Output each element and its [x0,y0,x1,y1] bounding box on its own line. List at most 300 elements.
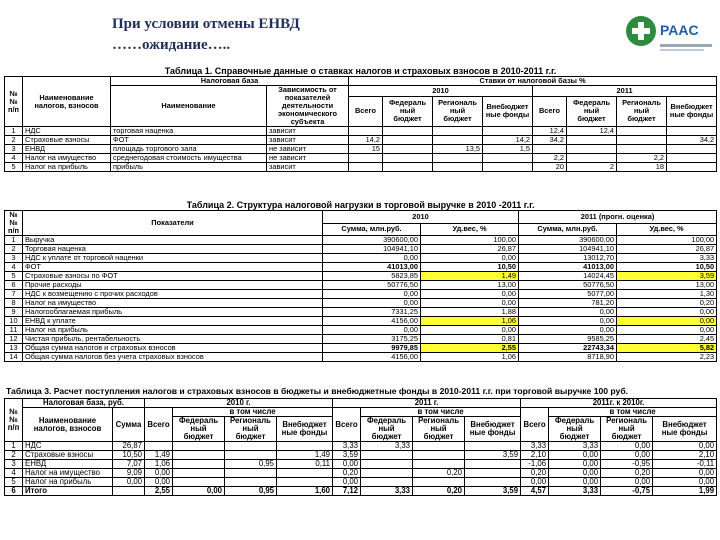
t2-cell: Торговая наценка [23,245,323,254]
t1-header-total-2010: Всего [349,96,383,126]
t3-cell: 3,33 [549,487,601,496]
t1-cell [667,163,717,172]
t2-cell: 1,06 [421,353,519,362]
t1-cell: ЕНВД [23,145,111,154]
t3-cell: 2,10 [521,451,549,460]
t1-cell [383,127,433,136]
t2-cell: НДС к возмещению с прочих расходов [23,290,323,299]
t3-cell: 1 [5,442,23,451]
t3-cell [361,460,413,469]
t2-row [5,236,717,245]
t2-cell: 0,00 [519,308,617,317]
t1-cell [483,127,533,136]
t3-cell: 0,20 [413,487,465,496]
t2-cell: 10,50 [617,263,717,272]
t2-header-sum-2011: Сумма, млн.руб. [519,223,617,236]
t2-cell: 41013,00 [323,263,421,272]
t1-header-reg-2010: Региональ ный бюджет [433,96,483,126]
t3-cell [225,469,277,478]
t2-cell: 11 [5,326,23,335]
t1-cell: 3 [5,145,23,154]
t3-header-reg-2010: Региональ ный бюджет [225,417,277,442]
t3-cell: Страховые взносы [23,451,113,460]
t3-cell: 3,33 [361,487,413,496]
t1-cell [667,154,717,163]
t3-cell: 0,00 [549,460,601,469]
t1-cell: 20 [533,163,567,172]
t2-cell: Общая сумма налогов и страховых взносов [23,344,323,353]
t2-header-2011: 2011 (прогн. оценка) [519,211,717,224]
t2-cell: 1,49 [421,272,519,281]
t2-cell: 5823,85 [323,272,421,281]
t2-row [5,317,717,326]
t3-header-total-2010: Всего [145,408,173,442]
t2-cell: 8718,90 [519,353,617,362]
t2-cell: 6 [5,281,23,290]
t3-cell: -1,06 [521,460,549,469]
t1-header-fed-2010: Федераль ный бюджет [383,96,433,126]
t3-row [5,442,717,451]
t1-cell: зависит [267,163,349,172]
t2-cell: ФОТ [23,263,323,272]
t2-cell: Выручка [23,236,323,245]
t3-cell: Налог на имущество [23,469,113,478]
t3-cell: 0,00 [549,469,601,478]
t3-cell: 0,00 [113,478,145,487]
t3-cell [413,460,465,469]
t3-cell [277,442,333,451]
t1-header-fed-2011: Федераль ный бюджет [567,96,617,126]
t2-cell: 0,00 [323,326,421,335]
t2-cell: 0,00 [617,308,717,317]
t1-cell: 1 [5,127,23,136]
t3-cell: 1,49 [145,451,173,460]
t1-header-ext-2010: Внебюджет ные фонды [483,96,533,126]
t2-cell: 13012,70 [519,254,617,263]
t1-header-ext-2011: Внебюджет ные фонды [667,96,717,126]
t3-cell: 0,00 [653,442,717,451]
t2-cell: 0,81 [421,335,519,344]
t2-cell: 390600,00 [519,236,617,245]
t1-cell [383,163,433,172]
t2-cell: Страховые взносы по ФОТ [23,272,323,281]
t2-cell: 0,00 [421,290,519,299]
t2-cell: 0,00 [323,299,421,308]
t1-cell: торговая наценка [111,127,267,136]
t3-row [5,460,717,469]
t2-cell: 26,87 [617,245,717,254]
t2-cell: 100,00 [617,236,717,245]
t2-cell: 13,00 [617,281,717,290]
t2-cell: 10,50 [421,263,519,272]
t3-header-2011: 2011 г. [333,399,521,408]
t3-cell: 0,00 [145,478,173,487]
t2-cell: 1,88 [421,308,519,317]
t2-cell: 2 [5,245,23,254]
t2-row [5,245,717,254]
t3-cell [173,460,225,469]
t3-cell: -0,11 [653,460,717,469]
t2-cell: 4156,00 [323,317,421,326]
t2-cell: 12 [5,335,23,344]
t2-cell: 0,00 [421,299,519,308]
t1-cell [349,154,383,163]
t3-cell: 0,95 [225,460,277,469]
t3-cell: 1,99 [653,487,717,496]
t3-cell [225,478,277,487]
t3-cell: 3,59 [333,451,361,460]
t2-header-ind: Показатели [23,211,323,236]
t3-cell: 1,60 [277,487,333,496]
t2-cell: 8 [5,299,23,308]
t2-cell: 9979,85 [323,344,421,353]
t2-cell: Общая сумма налогов без учета страховых взносов [23,353,323,362]
t2-cell: 5077,00 [519,290,617,299]
t1-cell: 14,2 [349,136,383,145]
t1-cell [433,127,483,136]
t1-cell [667,145,717,154]
t1-cell [533,145,567,154]
table-3 [4,398,717,496]
t2-cell: 41013,00 [519,263,617,272]
t2-cell: 104941,10 [323,245,421,254]
t1-cell: 18 [617,163,667,172]
t3-cell: 4 [5,469,23,478]
t2-cell: 0,00 [617,326,717,335]
t3-cell [413,442,465,451]
table-1-caption: Таблица 1. Справочные данные о ставках налогов и страховых взносов в 2010-2011 г.г. [164,66,557,76]
t1-cell [483,154,533,163]
t3-cell: 5 [5,478,23,487]
t3-cell: 0,00 [549,451,601,460]
t1-cell: 2 [5,136,23,145]
t1-cell: не зависит [267,154,349,163]
t2-cell: 2,45 [617,335,717,344]
t3-cell [465,469,521,478]
t3-cell: 1,49 [277,451,333,460]
t3-cell: 0,00 [145,469,173,478]
t3-cell: 0,00 [653,478,717,487]
t3-header-diff: 2011г. к 2010г. [521,399,717,408]
t1-cell: 12,4 [567,127,617,136]
t3-cell [361,451,413,460]
t2-cell: 0,00 [323,254,421,263]
t3-header-total-diff: Всего [521,408,549,442]
t1-header-reg-2011: Региональ ный бюджет [617,96,667,126]
t3-cell: Налог на прибыль [23,478,113,487]
t2-cell: 104941,10 [519,245,617,254]
t3-cell [173,469,225,478]
t2-cell: 9585,25 [519,335,617,344]
t3-row [5,451,717,460]
t2-cell: 2,55 [421,344,519,353]
t1-cell: 14,2 [483,136,533,145]
t1-cell: 2 [567,163,617,172]
logo-text: PAAC [660,22,699,38]
t3-cell: 7,07 [113,460,145,469]
t3-cell: 9,09 [113,469,145,478]
t3-cell: 0,11 [277,460,333,469]
t3-cell: ЕНВД [23,460,113,469]
table-2 [4,200,717,362]
t1-cell: 1,5 [483,145,533,154]
t3-cell: 3,33 [361,442,413,451]
t2-cell: 13 [5,344,23,353]
t3-cell [413,451,465,460]
t3-cell: 0,00 [333,460,361,469]
t2-row [5,290,717,299]
t3-header-total-2011: Всего [333,408,361,442]
t3-cell: 10,50 [113,451,145,460]
t1-cell: 13,5 [433,145,483,154]
t3-cell: 3,33 [549,442,601,451]
t3-cell: 26,87 [113,442,145,451]
t1-cell [667,127,717,136]
t3-cell [465,478,521,487]
t1-cell [617,136,667,145]
t2-cell: 1,30 [617,290,717,299]
t3-cell: -0,95 [601,460,653,469]
t1-header-2011: 2011 [533,86,717,97]
t3-cell [465,460,521,469]
t3-header-ext-2010: Внебюджет ные фонды [277,417,333,442]
t2-cell: 0,00 [617,317,717,326]
t1-cell: среднегодовая стоимость имущества [111,154,267,163]
t2-cell: Прочие расходы [23,281,323,290]
t3-header-sum: Сумма [113,408,145,442]
t3-cell [225,442,277,451]
t1-header-total-2011: Всего [533,96,567,126]
t2-cell: 100,00 [421,236,519,245]
t1-cell [349,127,383,136]
t3-header-reg-2011: Региональ ный бюджет [413,417,465,442]
t2-cell: Налогооблагаемая прибыль [23,308,323,317]
t2-header-share-2010: Уд.вес, % [421,223,519,236]
t3-cell: 1,06 [145,460,173,469]
t1-cell: Страховые взносы [23,136,111,145]
t2-cell: 5,82 [617,344,717,353]
t2-cell: 7 [5,290,23,299]
t2-row [5,353,717,362]
t2-cell: 781,20 [519,299,617,308]
t1-cell [433,163,483,172]
t1-cell: ФОТ [111,136,267,145]
t3-cell [277,478,333,487]
t2-cell: 10 [5,317,23,326]
t2-cell: 1 [5,236,23,245]
t1-cell: 12,4 [533,127,567,136]
logo [626,14,714,64]
t2-cell: 0,00 [421,254,519,263]
t2-row [5,335,717,344]
t2-cell: Налог на имущество [23,299,323,308]
t1-header-bname: Наименование [111,86,267,127]
t2-header-sum-2010: Сумма, млн.руб. [323,223,421,236]
t2-cell: НДС к уплате от торговой наценки [23,254,323,263]
t3-cell [225,451,277,460]
t3-cell [413,478,465,487]
t3-cell: 4,57 [521,487,549,496]
t2-row [5,299,717,308]
t2-cell: 7331,25 [323,308,421,317]
t3-header-ext-2011: Внебюджет ные фонды [465,417,521,442]
t3-cell: 0,00 [173,487,225,496]
t1-cell: Налог на прибыль [23,163,111,172]
t3-header-incl-2011: в том числе [361,408,521,417]
t3-header-ext-diff: Внебюджет ные фонды [653,417,717,442]
t3-cell: 3,59 [465,487,521,496]
t3-cell: 0,00 [601,442,653,451]
t3-cell: 0,00 [601,478,653,487]
title-line-1: При условии отмены ЕНВД [112,16,300,32]
t1-cell: не зависит [267,145,349,154]
t3-cell: 3 [5,460,23,469]
t2-row [5,263,717,272]
t3-header-incl-2010: в том числе [173,408,333,417]
t1-cell: прибыль [111,163,267,172]
t1-header-num: №№ п/п [5,77,23,127]
t1-row [5,145,717,154]
t3-row [5,478,717,487]
t3-cell [465,442,521,451]
t3-cell: 0,20 [413,469,465,478]
t3-cell [173,478,225,487]
t1-cell [567,136,617,145]
t2-cell: 14024,45 [519,272,617,281]
t1-cell [617,127,667,136]
t2-cell: 0,00 [421,326,519,335]
t2-cell: 390600,00 [323,236,421,245]
t3-cell: 2 [5,451,23,460]
t3-cell [173,442,225,451]
t2-cell: 26,87 [421,245,519,254]
t3-cell: 3,33 [333,442,361,451]
t2-cell: 3175,25 [323,335,421,344]
t1-row [5,163,717,172]
t1-header-rates: Ставки от налоговой базы % [349,77,717,86]
t3-header-incl-diff: в том числе [549,408,717,417]
t2-cell: 4156,00 [323,353,421,362]
t1-cell [567,145,617,154]
t1-header-dep: Зависимость от показателей деятельности экономического субъекта [267,86,349,127]
t1-cell: 34,2 [667,136,717,145]
t1-cell [567,154,617,163]
t3-header-fed-2011: Федераль ный бюджет [361,417,413,442]
t3-cell: 0,20 [521,469,549,478]
t3-cell: 0,00 [521,478,549,487]
t1-cell: 2,2 [617,154,667,163]
t3-header-reg-diff: Региональ ный бюджет [601,417,653,442]
t2-header-share-2011: Уд.вес, % [617,223,717,236]
t3-cell: 3,59 [465,451,521,460]
t3-cell [277,469,333,478]
t2-cell: 3 [5,254,23,263]
t1-header-base: Налоговая база [111,77,349,86]
t1-cell: 2,2 [533,154,567,163]
t1-cell [383,145,433,154]
t1-cell [349,163,383,172]
t3-cell [173,451,225,460]
t2-cell: 50776,50 [519,281,617,290]
t3-row [5,487,717,496]
t1-cell: 15 [349,145,383,154]
t1-row [5,136,717,145]
t3-cell: 2,10 [653,451,717,460]
t1-header-name: Наименование налогов, взносов [23,77,111,127]
t3-cell: -0,75 [601,487,653,496]
t2-row [5,326,717,335]
table-2-caption: Таблица 2. Структура налоговой нагрузки в торговой выручке в 2010 -2011 г.г. [186,200,535,210]
t2-row [5,308,717,317]
t1-cell: 34,2 [533,136,567,145]
t2-cell: 2,23 [617,353,717,362]
t3-cell: 0,95 [225,487,277,496]
t1-cell: 5 [5,163,23,172]
t2-cell: 50776,50 [323,281,421,290]
t3-header-base: Налоговая база, руб. [23,399,145,408]
t1-row [5,154,717,163]
t3-cell [145,442,173,451]
title-line-2: ……ожидание….. [112,37,231,53]
t1-cell: площадь торгового зала [111,145,267,154]
t2-cell: 0,20 [617,299,717,308]
t1-cell [433,136,483,145]
t1-row [5,127,717,136]
t3-cell: 0,00 [601,451,653,460]
t1-cell [383,136,433,145]
t1-cell: зависит [267,136,349,145]
t2-cell: 9 [5,308,23,317]
t3-cell: 0,00 [549,478,601,487]
t2-row [5,281,717,290]
t3-cell [361,478,413,487]
table-3-caption: Таблица 3. Расчет поступления налогов и страховых взносов в бюджеты и внебюджетные фонды в 2010-2011 г.г. при торговой выручке 100 руб. [6,386,629,396]
t1-cell [617,145,667,154]
t1-cell [433,154,483,163]
t1-cell: Налог на имущество [23,154,111,163]
t2-cell: 3,59 [617,272,717,281]
t3-header-2010: 2010 г. [145,399,333,408]
t3-cell: Итого [23,487,113,496]
t3-cell: НДС [23,442,113,451]
t2-cell: 22743,34 [519,344,617,353]
t3-cell: 7,12 [333,487,361,496]
t3-header-name: Наименование налогов, взносов [23,408,113,442]
table-1 [4,66,717,172]
t2-header-num: №№ п/п [5,211,23,236]
t2-row [5,344,717,353]
t2-cell: 0,00 [323,290,421,299]
t1-cell [483,163,533,172]
t2-cell: 4 [5,263,23,272]
t1-cell [383,154,433,163]
t3-cell: 0,00 [653,469,717,478]
t2-cell: 5 [5,272,23,281]
t1-cell: зависит [267,127,349,136]
t2-cell: Налог на прибыль [23,326,323,335]
t2-cell: 0,00 [519,317,617,326]
t1-cell: НДС [23,127,111,136]
t2-cell: ЕНВД к уплате [23,317,323,326]
t3-row [5,469,717,478]
t2-cell: 0,00 [519,326,617,335]
t3-cell: 0,20 [333,469,361,478]
t3-header-fed-2010: Федераль ный бюджет [173,417,225,442]
t3-cell [361,469,413,478]
t2-cell: 14 [5,353,23,362]
t2-cell: 1,06 [421,317,519,326]
t1-cell: 4 [5,154,23,163]
